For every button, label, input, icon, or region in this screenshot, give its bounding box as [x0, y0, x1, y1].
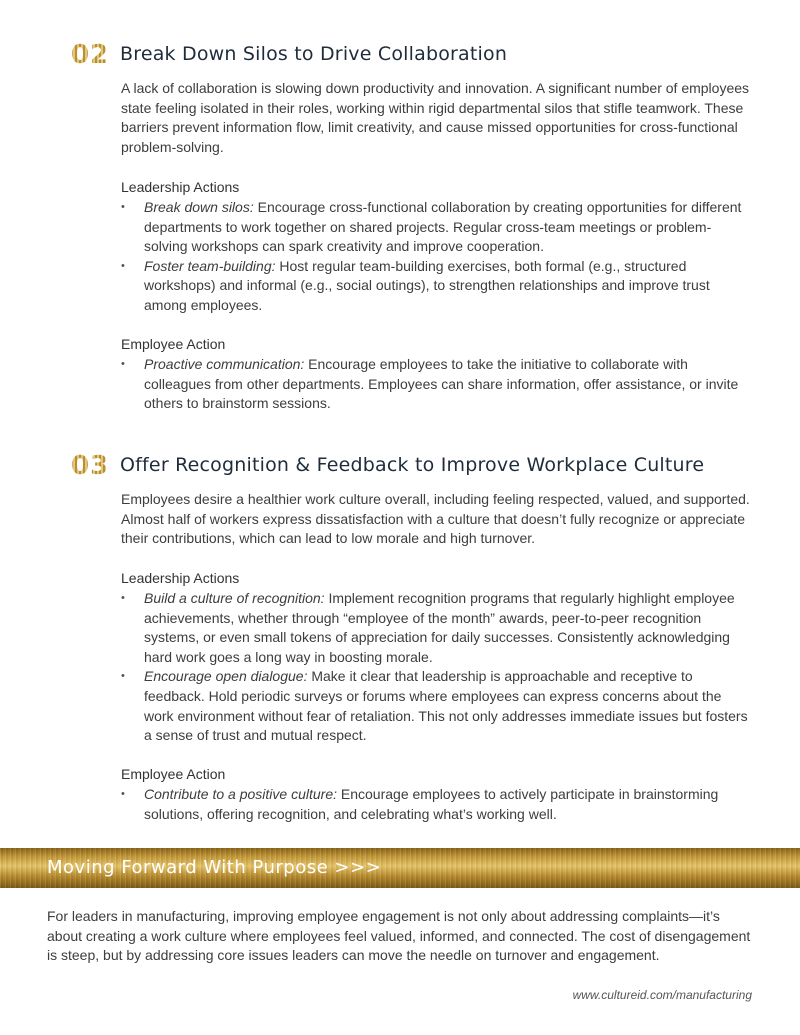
banner-title: Moving Forward With Purpose >>> [47, 857, 382, 878]
list-item [121, 198, 751, 257]
list-item [121, 589, 751, 667]
employee-action-heading: Employee Action [121, 766, 226, 782]
leadership-actions-heading: Leadership Actions [121, 570, 240, 586]
moving-forward-banner [0, 848, 800, 888]
list-item [121, 355, 751, 414]
section-title: Offer Recognition & Feedback to Improve Workplace Culture [120, 454, 705, 476]
section-number: 03 [71, 451, 110, 481]
section-number: 02 [71, 40, 110, 70]
list-item [121, 667, 751, 745]
list-item [121, 785, 751, 824]
section-header [0, 451, 800, 484]
leadership-actions-heading: Leadership Actions [121, 179, 240, 195]
bullet-icon: • [121, 592, 125, 604]
section-header [0, 40, 800, 73]
section-03 [0, 451, 800, 834]
section-02 [0, 40, 800, 423]
section-intro: A lack of collaboration is slowing down productivity and innovation. A significant number of employees state feeling isolated in their roles, working within rigid departmental silos that stifle teamwork. These barriers prevent information flow, limit creativity, and cause missed opportunities for cross-functional problem-solving. [121, 80, 750, 155]
list-item [121, 257, 751, 316]
item-lead: Foster team-building: [144, 257, 276, 274]
item-text: Encourage employees to take the initiative to collaborate with colleagues from other departments. Employees can share information, offer assistance, or invite others to brainstorm sessions. [144, 356, 739, 412]
footer-url[interactable]: www.cultureid.com/manufacturing [572, 988, 752, 1002]
item-lead: Build a culture of recognition: [144, 590, 325, 606]
employee-action-list [121, 785, 751, 824]
leadership-actions-list [121, 589, 751, 746]
item-text: Encourage employees to actively participate in brainstorming solutions, offering recognition, and celebrating what’s working well. [144, 786, 719, 822]
item-text: Implement recognition programs that regularly highlight employee achievements, whether through “employee of the month” awards, peer-to-peer recognition systems, or even small tokens of appreciation for daily successes. Consistently acknowledging hard work goes a long way in boosting morale. [144, 590, 735, 665]
leadership-actions-list [121, 198, 751, 316]
item-lead: Encourage open dialogue: [144, 668, 308, 685]
bullet-icon: • [121, 259, 125, 272]
bullet-icon: • [121, 201, 125, 213]
item-lead: Break down silos: [144, 199, 254, 215]
employee-action-list [121, 355, 751, 414]
section-title: Break Down Silos to Drive Collaboration [120, 43, 508, 65]
bullet-icon: • [121, 788, 125, 800]
item-lead: Contribute to a positive culture: [144, 786, 337, 802]
bullet-icon: • [121, 670, 125, 683]
item-lead: Proactive communication: [144, 356, 305, 372]
employee-action-heading: Employee Action [121, 336, 226, 352]
bullet-icon: • [121, 358, 125, 370]
closing-paragraph: For leaders in manufacturing, improving employee engagement is not only about addressing complaints—it’s about creating a work culture where employees feel valued, informed, and connected. The cost of disengagement is steep, but by addressing core issues leaders can move the needle on turnover and engagement. [47, 908, 751, 964]
section-intro: Employees desire a healthier work culture overall, including feeling respected, valued, and supported. Almost half of workers express dissatisfaction with a culture that doesn’t fully recognize or appreciate their contributions, which can lead to low morale and high turnover. [121, 491, 750, 547]
item-text: Make it clear that leadership is approachable and receptive to feedback. Hold periodic surveys or forums where employees can express concerns about the work environment without fear of retaliation. This not only addresses immediate issues but fosters a sense of trust and mutual respect. [144, 668, 748, 744]
item-text: Encourage cross-functional collaboration by creating opportunities for different departments to work together on shared projects. Regular cross-team meetings or problem-solving workshops can spark creativity and improve cooperation. [144, 199, 742, 255]
item-text: Host regular team-building exercises, both formal (e.g., structured workshops) and informal (e.g., social outings), to strengthen relationships and improve trust among employees. [144, 257, 710, 313]
